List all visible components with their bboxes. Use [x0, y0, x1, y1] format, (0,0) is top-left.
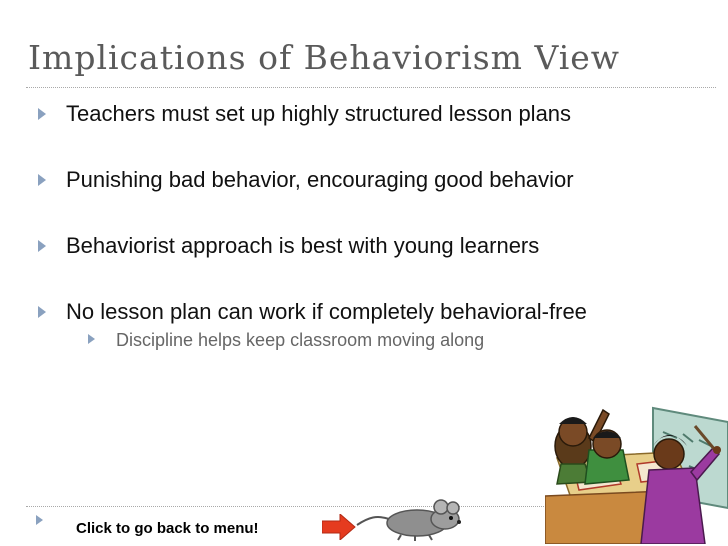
bullet-text: Behaviorist approach is best with young learners [66, 233, 540, 258]
bullet-item [38, 233, 678, 259]
sub-bullet-triangle-icon [88, 334, 95, 344]
bullet-triangle-icon [38, 240, 46, 252]
title-divider [26, 87, 716, 88]
sub-bullet-text: Discipline helps keep classroom moving along [116, 330, 485, 350]
gray-mouse-icon [355, 495, 465, 541]
bullet-text: Punishing bad behavior, encouraging good behavior [66, 167, 574, 192]
red-arrow-icon[interactable] [322, 514, 356, 540]
bullet-item [38, 101, 678, 127]
bullet-triangle-icon [38, 306, 46, 318]
footer-divider [26, 506, 546, 507]
sub-bullet-item [88, 329, 678, 351]
bullet-item [38, 299, 678, 351]
footer-bullet-triangle-icon [36, 515, 43, 525]
bullet-text: Teachers must set up highly structured lesson plans [66, 101, 572, 126]
bullet-list [38, 101, 678, 351]
bullet-item [38, 167, 678, 193]
slide-title: Implications of Behaviorism View [28, 38, 621, 77]
bullet-triangle-icon [38, 108, 46, 120]
back-to-menu-link[interactable]: Click to go back to menu! [76, 520, 259, 537]
bullet-text: No lesson plan can work if completely behavioral-free [66, 299, 587, 324]
bullet-triangle-icon [38, 174, 46, 186]
classroom-clipart [545, 398, 728, 544]
